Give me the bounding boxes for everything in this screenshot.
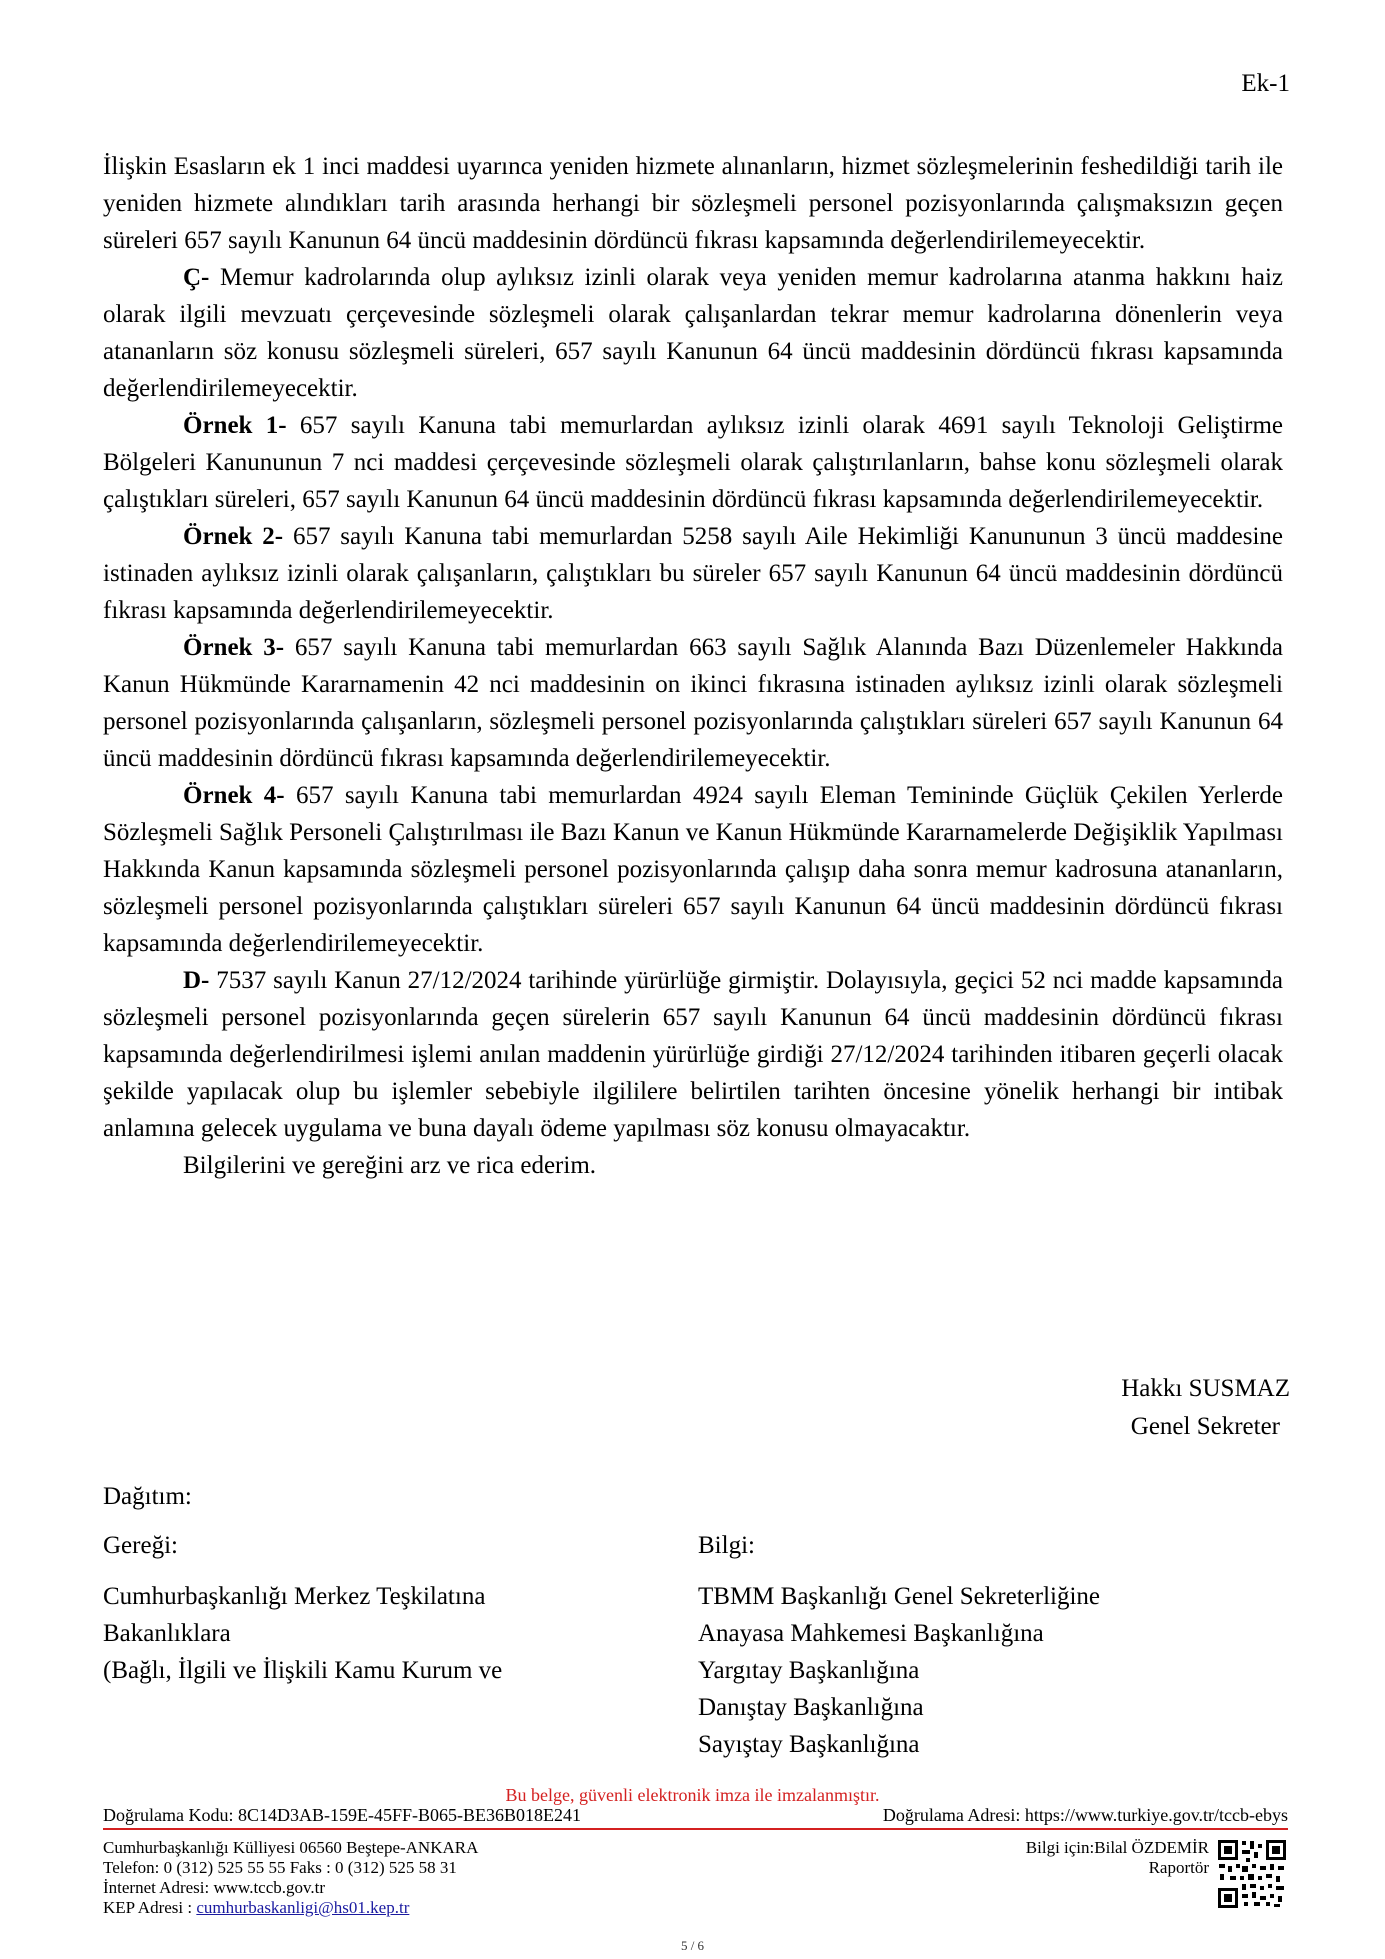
paragraph-text: Memur kadrolarında olup aylıksız izinli olarak veya yeniden memur kadrolarına atanma hakkını haiz olarak ilgili mevzuatı çerçevesinde sözleşmeli olarak çalışanlardan tekrar memur kadrolarına dönenlerin veya atananların söz konusu sözleşmeli süreleri, 657 sayılı Kanunun 64 üncü maddesinin dördüncü fıkrası kapsamında değerlendirilemeyecektir. xyxy=(103,264,1283,402)
phone-fax: Telefon: 0 (312) 525 55 55 Faks : 0 (312) 525 58 31 xyxy=(103,1858,457,1877)
info-contact xyxy=(1026,1838,1209,1878)
contact-info xyxy=(103,1838,478,1918)
recipient-item: Danıştay Başkanlığına xyxy=(698,1694,924,1721)
paragraph xyxy=(103,518,1283,629)
recipient-item: Sayıştay Başkanlığına xyxy=(698,1731,920,1758)
paragraph-text: 7537 sayılı Kanun 27/12/2024 tarihinde yürürlüğe girmiştir. Dolayısıyla, geçici 52 nci madde kapsamında sözleşmeli personel pozisyonlarında geçen sürelerin 657 sayılı Kanunun 64 üncü maddesinin dördüncü fıkrası kapsamında değerlendirilmesi işlemi anılan maddenin yürürlüğe girdiği 27/12/2024 tarihinden itibaren geçerli olacak şekilde yapılacak olup bu işlemler sebebiyle ilgililere belirtilen tarihten öncesine yönelik herhangi bir intibak anlamına gelecek uygulama ve buna dayalı ödeme yapılması söz konusu olmayacaktır. xyxy=(103,967,1283,1142)
distribution-title: Dağıtım: xyxy=(103,1483,192,1510)
paragraph-label: Ç- xyxy=(183,264,210,291)
info-person: Bilgi için:Bilal ÖZDEMİR xyxy=(1025,1838,1209,1857)
footer-divider xyxy=(103,1828,1288,1830)
annex-label: Ek-1 xyxy=(1241,70,1290,97)
website[interactable]: İnternet Adresi: www.tccb.gov.tr xyxy=(103,1878,326,1897)
closing-line xyxy=(103,1147,1283,1184)
verification-address[interactable]: Doğrulama Adresi: https://www.turkiye.gov.tr/tccb-ebys xyxy=(882,1805,1288,1825)
recipient-item: Bakanlıklara xyxy=(103,1620,231,1647)
paragraph-text: 657 sayılı Kanuna tabi memurlardan aylıksız izinli olarak 4691 sayılı Teknoloji Geliştirme Bölgeleri Kanununun 7 nci maddesi çerçevesinde sözleşmeli olarak çalıştırılanların, bahse konu sözleşmeli olarak çalıştıkları süreleri, 657 sayılı Kanunun 64 üncü maddesinin dördüncü fıkrası kapsamında değerlendirilemeyecektir. xyxy=(103,412,1283,513)
recipient-item: Cumhurbaşkanlığı Merkez Teşkilatına xyxy=(103,1583,486,1610)
signer-title: Genel Sekreter xyxy=(1130,1413,1280,1440)
paragraph-label: D- xyxy=(183,967,210,994)
paragraph-text: 657 sayılı Kanuna tabi memurlardan 4924 sayılı Eleman Temininde Güçlük Çekilen Yerlerde Sözleşmeli Sağlık Personeli Çalıştırılması ile Bazı Kanun ve Kanun Hükmünde Kararnamelerde Değişiklik Yapılması Hakkında Kanun kapsamında sözleşmeli personel pozisyonlarında çalışıp daha sonra memur kadrosuna atananların, sözleşmeli personel pozisyonlarında çalıştıkları süreleri 657 sayılı Kanunun 64 üncü maddesinin dördüncü fıkrası kapsamında değerlendirilemeyecektir. xyxy=(103,782,1283,957)
paragraph-label: Örnek 4- xyxy=(183,782,285,809)
paragraph-label: Örnek 1- xyxy=(183,412,287,439)
paragraph xyxy=(103,407,1283,518)
paragraph-text: 657 sayılı Kanuna tabi memurlardan 663 sayılı Sağlık Alanında Bazı Düzenlemeler Hakkında Kanun Hükmünde Kararnamenin 42 nci maddesinin on ikinci fıkrasına istinaden aylıksız izinli olarak sözleşmeli personel pozisyonlarında çalışanların, sözleşmeli personel pozisyonlarında çalıştıkları süreleri 657 sayılı Kanunun 64 üncü maddesinin dördüncü fıkrası kapsamında değerlendirilemeyecektir. xyxy=(103,634,1283,772)
e-signature-notice: Bu belge, güvenli elektronik imza ile imzalanmıştır. xyxy=(505,1785,880,1805)
info-role: Raportör xyxy=(1148,1858,1209,1877)
paragraph xyxy=(103,148,1283,259)
distribution-bilgi xyxy=(698,1527,1298,1763)
gerekli-heading: Gereği: xyxy=(103,1532,178,1559)
bilgi-heading: Bilgi: xyxy=(698,1532,755,1559)
recipient-item: Yargıtay Başkanlığına xyxy=(698,1657,920,1684)
qr-code-icon xyxy=(1216,1838,1288,1910)
verification-row xyxy=(103,1805,1288,1826)
signature-block xyxy=(1050,1370,1290,1446)
distribution-gerekli xyxy=(103,1527,663,1689)
kep-link[interactable]: cumhurbaskanligi@hs01.kep.tr xyxy=(196,1898,410,1917)
paragraph-text: 657 sayılı Kanuna tabi memurlardan 5258 sayılı Aile Hekimliği Kanununun 3 üncü maddesine istinaden aylıksız izinli olarak çalışanların, çalıştıkları bu süreler 657 sayılı Kanunun 64 üncü maddesinin dördüncü fıkrası kapsamında değerlendirilemeyecektir. xyxy=(103,523,1283,624)
recipient-item: (Bağlı, İlgili ve İlişkili Kamu Kurum ve xyxy=(103,1657,503,1684)
paragraph xyxy=(103,629,1283,777)
recipient-item: TBMM Başkanlığı Genel Sekreterliğine xyxy=(698,1583,1101,1610)
kep-label: KEP Adresi : xyxy=(103,1898,197,1917)
letter-body xyxy=(103,148,1283,1184)
paragraph xyxy=(103,777,1283,962)
recipient-item: Anayasa Mahkemesi Başkanlığına xyxy=(698,1620,1044,1647)
paragraph xyxy=(103,962,1283,1147)
signer-name: Hakkı SUSMAZ xyxy=(1121,1375,1290,1402)
verification-code: Doğrulama Kodu: 8C14D3AB-159E-45FF-B065-BE36B018E241 xyxy=(103,1805,581,1825)
paragraph-label: Örnek 3- xyxy=(183,634,285,661)
page-number: 5 / 6 xyxy=(680,1938,705,1953)
paragraph-text: İlişkin Esasların ek 1 inci maddesi uyarınca yeniden hizmete alınanların, hizmet sözleşmelerinin feshedildiği tarih ile yeniden hizmete alındıkları tarih arasında herhangi bir sözleşmeli personel pozisyonlarında çalışmaksızın geçen süreleri 657 sayılı Kanunun 64 üncü maddesinin dördüncü fıkrası kapsamında değerlendirilemeyecektir. xyxy=(103,153,1283,254)
postal-address: Cumhurbaşkanlığı Külliyesi 06560 Beştepe-ANKARA xyxy=(103,1838,479,1857)
paragraph-text: Bilgilerini ve gereğini arz ve rica ederim. xyxy=(183,1152,597,1179)
kep-line xyxy=(103,1898,478,1918)
paragraph-label: Örnek 2- xyxy=(183,523,284,550)
paragraph xyxy=(103,259,1283,407)
